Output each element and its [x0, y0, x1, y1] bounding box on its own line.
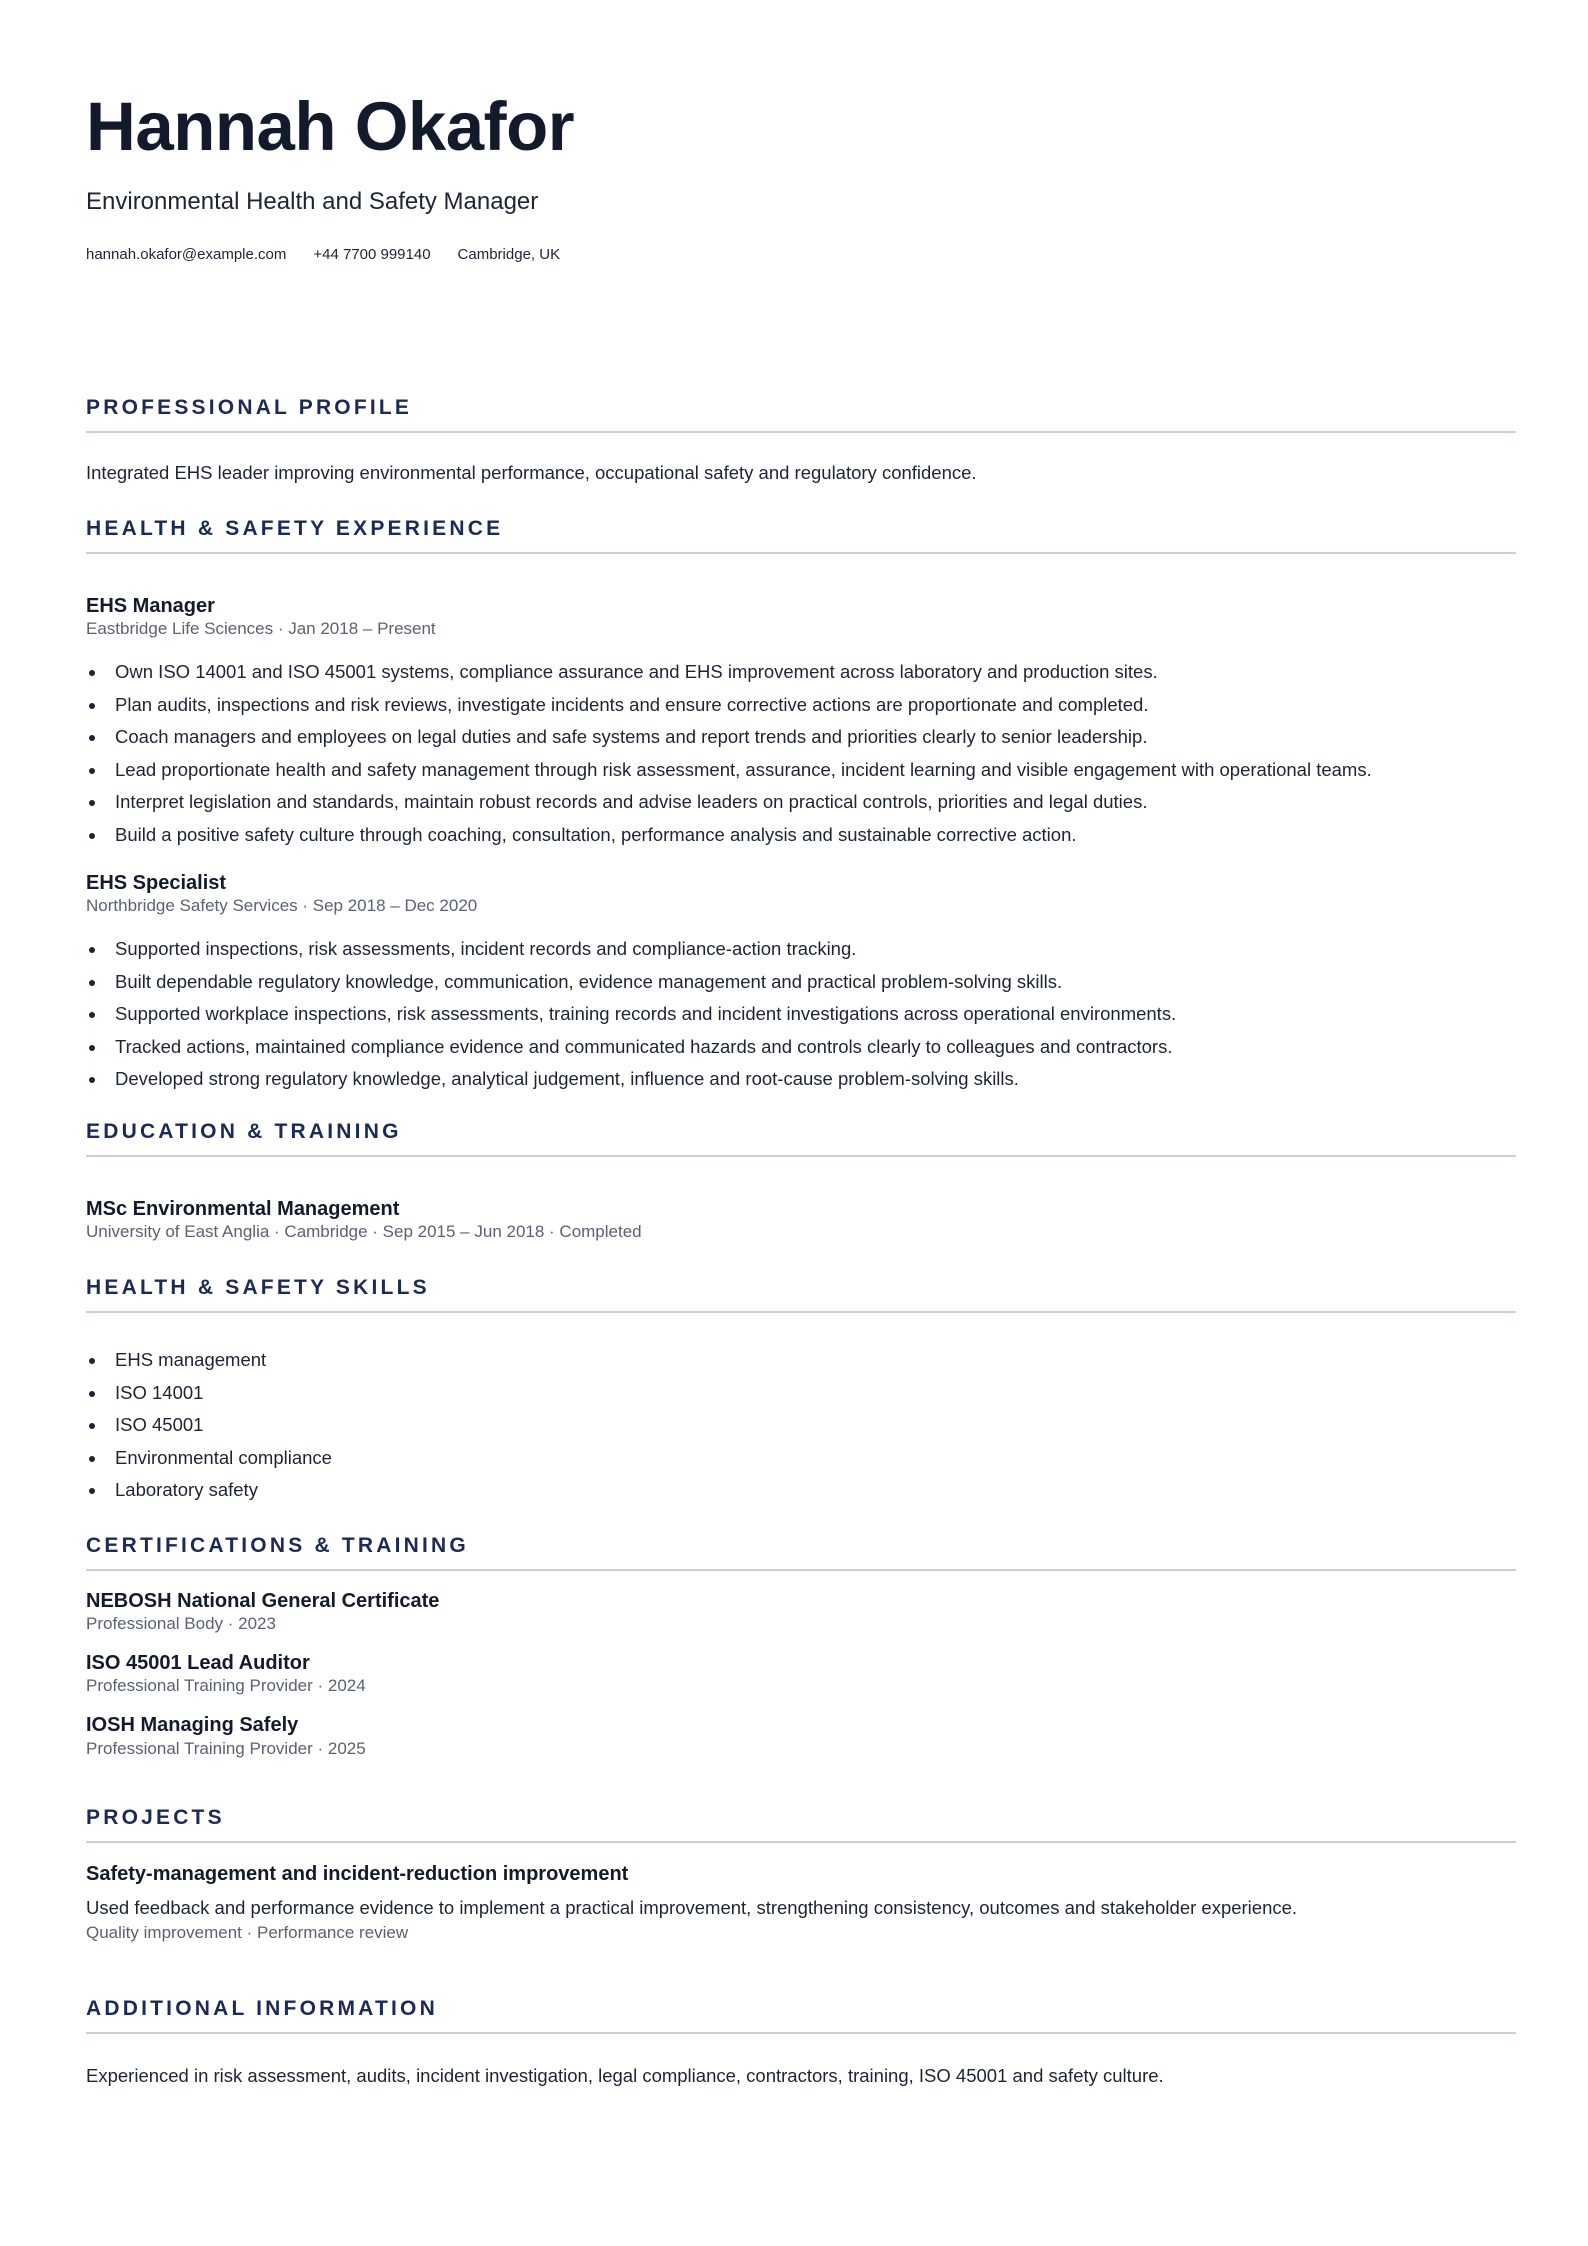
certification-meta: Professional Training Provider · 2024	[86, 1676, 366, 1695]
section-divider	[86, 1841, 1516, 1843]
list-item: Supported workplace inspections, risk assessments, training records and incident investigations across operational environments.	[86, 998, 1516, 1031]
list-item: Built dependable regulatory knowledge, communication, evidence management and practical problem-solving skills.	[86, 966, 1516, 999]
contact-location: Cambridge, UK	[457, 246, 561, 263]
section-heading-certifications: CERTIFICATIONS & TRAINING	[86, 1534, 469, 1557]
section-heading-education: EDUCATION & TRAINING	[86, 1120, 402, 1143]
list-item: Coach managers and employees on legal duties and safe systems and report trends and priorities clearly to senior leadership.	[86, 721, 1516, 754]
job-bullets-ehs-manager	[86, 656, 1516, 851]
certification-meta: Professional Body · 2023	[86, 1614, 276, 1633]
section-divider	[86, 1155, 1516, 1157]
section-divider	[86, 431, 1516, 433]
job-title-ehs-specialist: EHS Specialist	[86, 872, 227, 894]
section-heading-projects: PROJECTS	[86, 1806, 225, 1829]
list-item: Own ISO 14001 and ISO 45001 systems, compliance assurance and EHS improvement across laboratory and production sites.	[86, 656, 1516, 689]
section-heading-experience: HEALTH & SAFETY EXPERIENCE	[86, 517, 504, 540]
section-divider	[86, 552, 1516, 554]
education-meta: University of East Anglia · Cambridge · Sep 2015 – Jun 2018 · Completed	[86, 1222, 642, 1241]
project-description: Used feedback and performance evidence to implement a practical improvement, strengthening consistency, outcomes and stakeholder experience.	[86, 1897, 1298, 1918]
skill-item: ISO 45001	[86, 1409, 1516, 1442]
job-bullets-ehs-specialist	[86, 933, 1516, 1096]
section-heading-profile: PROFESSIONAL PROFILE	[86, 396, 413, 419]
skill-item: ISO 14001	[86, 1377, 1516, 1410]
skills-list	[86, 1344, 1516, 1507]
job-meta-ehs-specialist: Northbridge Safety Services · Sep 2018 – Dec 2020	[86, 896, 478, 915]
list-item: Lead proportionate health and safety management through risk assessment, assurance, incident learning and visible engagement with operational teams.	[86, 754, 1516, 787]
list-item: Supported inspections, risk assessments, incident records and compliance-action tracking.	[86, 933, 1516, 966]
certification-title: ISO 45001 Lead Auditor	[86, 1652, 310, 1674]
certification-title: IOSH Managing Safely	[86, 1714, 299, 1736]
skill-item: Environmental compliance	[86, 1442, 1516, 1475]
list-item: Developed strong regulatory knowledge, analytical judgement, influence and root-cause problem-solving skills.	[86, 1063, 1516, 1096]
skill-item: Laboratory safety	[86, 1474, 1516, 1507]
section-divider	[86, 2032, 1516, 2034]
additional-info-text: Experienced in risk assessment, audits, incident investigation, legal compliance, contractors, training, ISO 45001 and safety culture.	[86, 2065, 1164, 2086]
profile-summary: Integrated EHS leader improving environmental performance, occupational safety and regulatory confidence.	[86, 462, 977, 483]
contact-email[interactable]: hannah.okafor@example.com	[86, 246, 287, 263]
project-title: Safety-management and incident-reduction improvement	[86, 1863, 629, 1885]
list-item: Tracked actions, maintained compliance evidence and communicated hazards and controls clearly to colleagues and contractors.	[86, 1031, 1516, 1064]
job-title-ehs-manager: EHS Manager	[86, 595, 215, 617]
job-meta-ehs-manager: Eastbridge Life Sciences · Jan 2018 – Present	[86, 619, 436, 638]
section-heading-skills: HEALTH & SAFETY SKILLS	[86, 1276, 430, 1299]
skill-item: EHS management	[86, 1344, 1516, 1377]
section-divider	[86, 1569, 1516, 1571]
candidate-name: Hannah Okafor	[86, 88, 575, 165]
contact-line	[86, 247, 560, 262]
candidate-title: Environmental Health and Safety Manager	[86, 188, 539, 215]
list-item: Interpret legislation and standards, maintain robust records and advise leaders on practical controls, priorities and legal duties.	[86, 786, 1516, 819]
contact-phone[interactable]: +44 7700 999140	[313, 246, 431, 263]
certification-title: NEBOSH National General Certificate	[86, 1590, 440, 1612]
education-degree: MSc Environmental Management	[86, 1198, 400, 1220]
certification-meta: Professional Training Provider · 2025	[86, 1739, 366, 1758]
section-heading-additional: ADDITIONAL INFORMATION	[86, 1997, 438, 2020]
list-item: Plan audits, inspections and risk reviews, investigate incidents and ensure corrective actions are proportionate and completed.	[86, 689, 1516, 722]
project-meta: Quality improvement · Performance review	[86, 1923, 409, 1942]
section-divider	[86, 1311, 1516, 1313]
list-item: Build a positive safety culture through coaching, consultation, performance analysis and sustainable corrective action.	[86, 819, 1516, 852]
